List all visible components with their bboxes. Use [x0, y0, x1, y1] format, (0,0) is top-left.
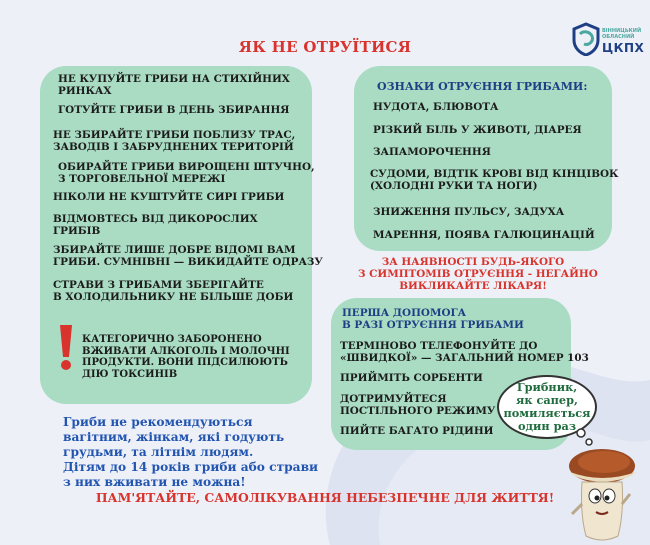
symptom-item: ЗАПАМОРОЧЕННЯ: [373, 146, 491, 158]
symptom-item: ЗНИЖЕННЯ ПУЛЬСУ, ЗАДУХА: [373, 206, 565, 218]
first-aid-heading: ПЕРША ДОПОМОГА В РАЗІ ОТРУЄННЯ ГРИБАМИ: [342, 307, 524, 331]
tip-item: ОБИРАЙТЕ ГРИБИ ВИРОЩЕНІ ШТУЧНО, З ТОРГОВЕЛЬНОЇ МЕРЕЖІ: [58, 161, 315, 185]
page-title: ЯК НЕ ОТРУЇТИСЯ: [238, 38, 412, 56]
logo-subtitle: ВІННИЦЬКИЙ ОБЛАСНИЙ: [602, 28, 642, 40]
symptoms-heading: ОЗНАКИ ОТРУЄННЯ ГРИБАМИ:: [377, 80, 588, 93]
tip-item: ГОТУЙТЕ ГРИБИ В ДЕНЬ ЗБИРАННЯ: [58, 104, 290, 116]
symptom-item: НУДОТА, БЛЮВОТА: [373, 101, 499, 113]
tip-item: ВІДМОВТЕСЬ ВІД ДИКОРОСЛИХ ГРИБІВ: [53, 213, 258, 237]
logo: [572, 22, 644, 58]
tip-item: НЕ КУПУЙТЕ ГРИБИ НА СТИХІЙНИХ РИНКАХ: [58, 73, 290, 97]
footer-warning: ПАМ'ЯТАЙТЕ, САМОЛІКУВАННЯ НЕБЕЗПЕЧНЕ ДЛЯ ЖИТТЯ!: [95, 490, 555, 505]
logo-name: ЦКПХ: [602, 41, 645, 55]
exclamation-icon: [56, 323, 76, 371]
first-aid-item: ПРИЙМІТЬ СОРБЕНТИ: [340, 372, 483, 384]
tip-item: СТРАВИ З ГРИБАМИ ЗБЕРІГАЙТЕ В ХОЛОДИЛЬНИКУ НЕ БІЛЬШЕ ДОБИ: [53, 279, 294, 303]
risk-groups-note: Гриби не рекомендуються вагітним, жінкам, які годують грудьми, та літнім людям. Дітям до 14 років гриби або страви з них вживати не можна!: [63, 415, 319, 489]
tip-item: НІКОЛИ НЕ КУШТУЙТЕ СИРІ ГРИБИ: [53, 191, 285, 203]
symptom-item: РІЗКИЙ БІЛЬ У ЖИВОТІ, ДІАРЕЯ: [373, 124, 582, 136]
tip-item: ЗБИРАЙТЕ ЛИШЕ ДОБРЕ ВІДОМІ ВАМ ГРИБИ. СУМНІВНІ — ВИКИДАЙТЕ ОДРАЗУ: [53, 244, 323, 268]
speech-bubble-text: Грибник, як сапер, помиляється один раз: [503, 380, 591, 433]
first-aid-item: ПИЙТЕ БАГАТО РІДИНИ: [340, 425, 494, 437]
first-aid-item: ДОТРИМУЙТЕСЯ ПОСТІЛЬНОГО РЕЖИМУ: [340, 393, 496, 417]
symptom-item: СУДОМИ, ВІДТІК КРОВІ ВІД КІНЦІВОК (ХОЛОДНІ РУКИ ТА НОГИ): [370, 168, 619, 192]
tip-item: НЕ ЗБИРАЙТЕ ГРИБИ ПОБЛИЗУ ТРАС, ЗАВОДІВ І ЗАБРУДНЕНИХ ТЕРИТОРІЙ: [53, 129, 296, 153]
first-aid-item: ТЕРМІНОВО ТЕЛЕФОНУЙТЕ ДО «ШВИДКОЇ» — ЗАГАЛЬНИЙ НОМЕР 103: [340, 340, 589, 364]
warning-text: КАТЕГОРИЧНО ЗАБОРОНЕНО ВЖИВАТИ АЛКОГОЛЬ І МОЛОЧНІ ПРОДУКТИ. ВОНИ ПІДСИЛЮЮТЬ ДІЮ ТОКСИНІВ: [82, 334, 290, 380]
logo-icon: [572, 22, 600, 56]
symptom-item: МАРЕННЯ, ПОЯВА ГАЛЮЦИНАЦІЙ: [373, 229, 595, 241]
call-doctor-alert: ЗА НАЯВНОСТІ БУДЬ-ЯКОГО З СИМПТОМІВ ОТРУЄННЯ - НЕГАЙНО ВИКЛИКАЙТЕ ЛІКАРЯ!: [358, 256, 598, 292]
symptoms-card: [354, 66, 612, 251]
